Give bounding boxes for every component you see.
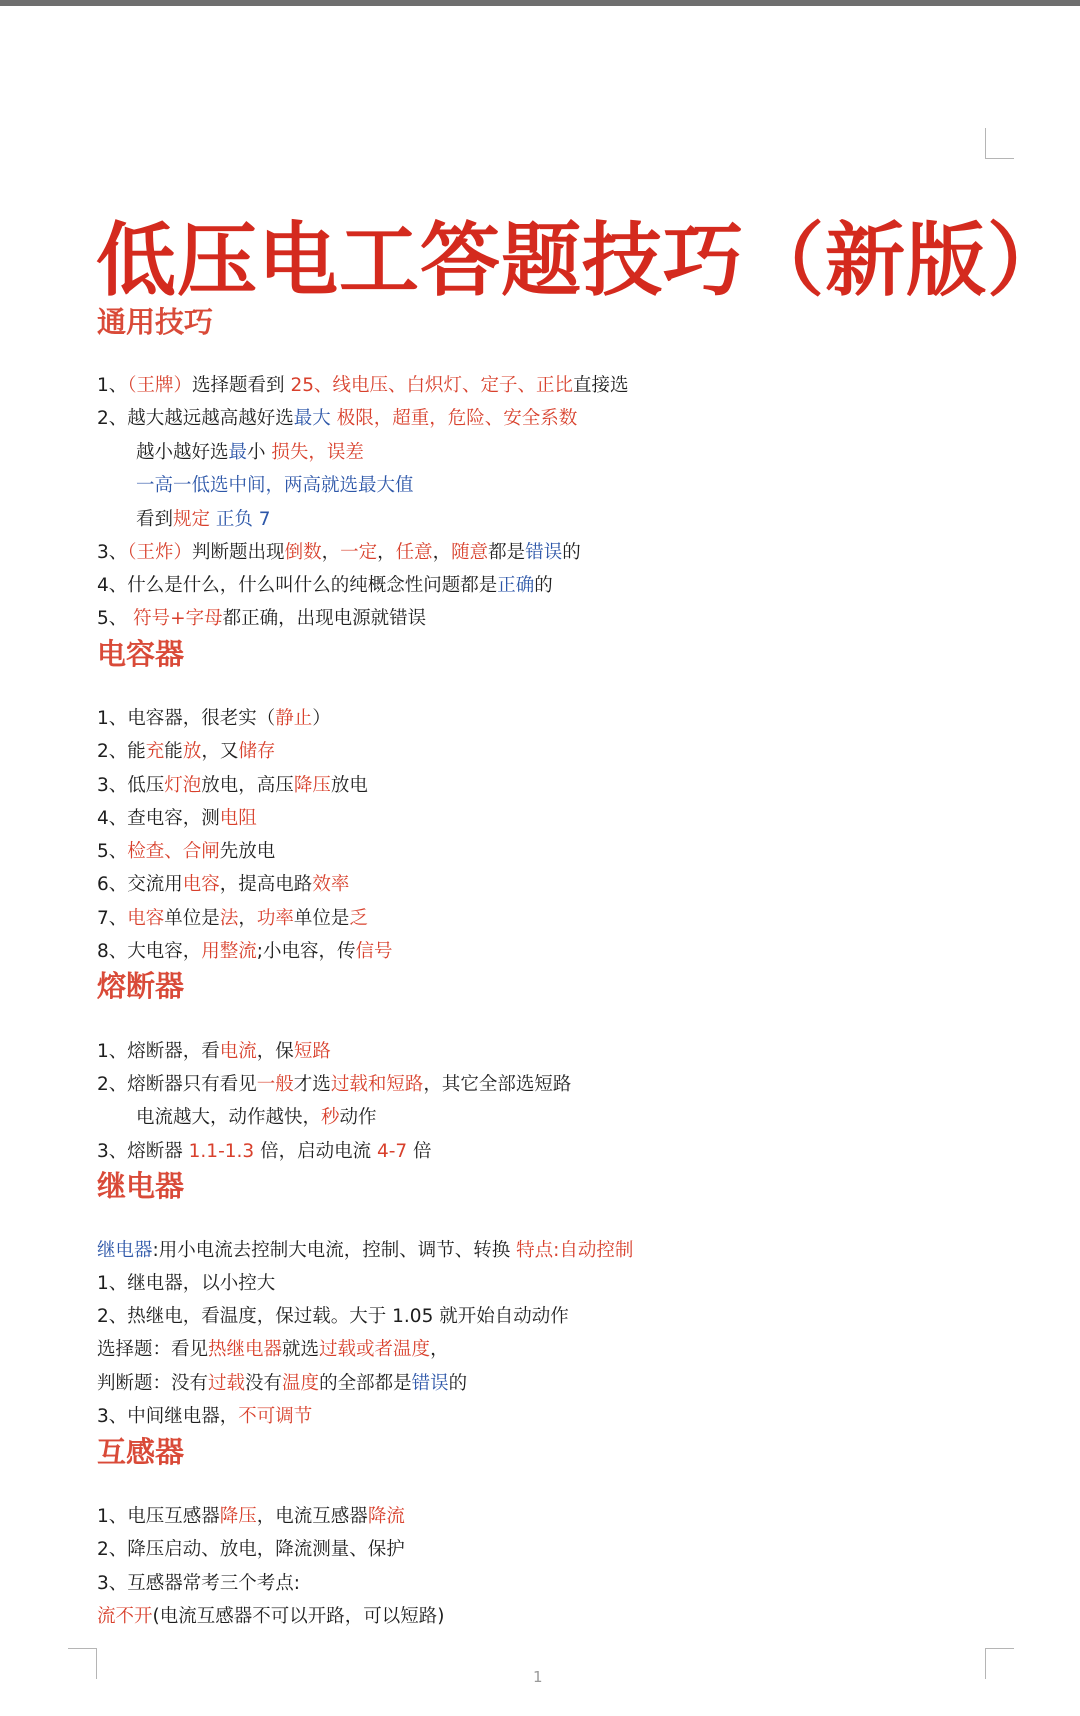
text-line — [97, 1502, 405, 1528]
text-line — [97, 1037, 331, 1063]
highlight-red: 过载和短路 — [330, 1074, 424, 1095]
text-span: 的 — [448, 1373, 468, 1394]
text-span: 都是 — [488, 542, 526, 563]
highlight-red: 电阻 — [219, 808, 257, 829]
text-line — [97, 1569, 300, 1595]
highlight-red: 检查、合闸 — [127, 841, 220, 862]
highlight-blue: 正负 7 — [215, 509, 271, 530]
highlight-red: 不可调节 — [238, 1406, 313, 1427]
highlight-red: 极限，超重，危险、安全系数 — [336, 408, 578, 429]
highlight-red: 效率 — [312, 874, 350, 895]
text-line — [97, 937, 393, 963]
highlight-blue: 错误 — [525, 542, 563, 563]
text-line — [136, 471, 414, 497]
text-span: 能 — [164, 741, 183, 762]
highlight-red: 倒数 — [284, 542, 322, 563]
text-span: (电流互感器不可以开路，可以短路) — [152, 1606, 445, 1627]
text-line — [136, 438, 364, 464]
highlight-blue: 一高一低选中间，两高就选最大值 — [136, 475, 414, 496]
highlight-red: 静止 — [275, 708, 313, 729]
text-span: 2、熔断器只有看见 — [97, 1074, 257, 1095]
text-span: ，提高电路 — [219, 874, 313, 895]
text-span: 单位是 — [164, 908, 220, 929]
text-line — [97, 1070, 571, 1096]
page-corner-mark-top-right — [985, 128, 1014, 159]
text-line — [97, 870, 349, 896]
highlight-red: 一般 — [256, 1074, 294, 1095]
text-span: 4、查电容，测 — [97, 808, 220, 829]
section-heading: 通用技巧 — [97, 305, 214, 339]
highlight-red: 电容 — [127, 908, 165, 929]
highlight-blue: 错误 — [411, 1373, 449, 1394]
text-line — [97, 1335, 449, 1361]
highlight-red: 降压 — [293, 775, 331, 796]
text-span: 先放电 — [219, 841, 276, 862]
text-line — [97, 371, 629, 397]
page-number: 1 — [533, 1668, 543, 1686]
text-span: ， — [377, 542, 396, 563]
text-span: ，又 — [201, 741, 239, 762]
text-line — [97, 904, 368, 930]
text-span: 2、能 — [97, 741, 146, 762]
text-line — [97, 1535, 405, 1561]
text-line — [97, 704, 331, 730]
text-span: 放电 — [330, 775, 368, 796]
text-span: ， — [430, 1339, 449, 1360]
highlight-red: 电流 — [219, 1041, 257, 1062]
highlight-red: 损失，误差 — [271, 442, 364, 463]
text-span: ，电流互感器 — [256, 1506, 368, 1527]
highlight-blue: 最 — [228, 442, 248, 463]
highlight-red: 过载或者温度 — [319, 1339, 431, 1360]
text-span: 5、 — [97, 841, 128, 862]
text-span: 1、电容器，很老实（ — [97, 708, 276, 729]
text-span: ，保 — [256, 1041, 294, 1062]
highlight-red: 符号+字母 — [133, 608, 223, 629]
text-line — [97, 1602, 444, 1628]
text-line — [97, 571, 553, 597]
highlight-red: 储存 — [238, 741, 276, 762]
highlight-red: 电容 — [182, 874, 220, 895]
text-span: 没有 — [245, 1373, 283, 1394]
highlight-red: 温度 — [282, 1373, 320, 1394]
highlight-red: 信号 — [355, 941, 393, 962]
text-span: 1、 — [97, 375, 128, 396]
text-span: ， — [321, 542, 341, 563]
text-line — [136, 1103, 377, 1129]
section-heading: 互感器 — [97, 1435, 185, 1469]
text-line — [97, 1402, 312, 1428]
text-span: 判断题：没有 — [97, 1373, 209, 1394]
section-heading: 继电器 — [97, 1169, 185, 1203]
text-line — [97, 804, 257, 830]
section-heading: 熔断器 — [97, 969, 185, 1003]
text-span: 1、电压互感器 — [97, 1506, 220, 1527]
text-span: 倍 — [407, 1141, 432, 1162]
highlight-red: 放 — [182, 741, 202, 762]
text-span: 2、降压启动、放电，降流测量、保护 — [97, 1539, 405, 1560]
text-span: 的 — [534, 575, 553, 596]
highlight-red: 随意 — [451, 542, 489, 563]
text-span: 直接选 — [572, 375, 629, 396]
highlight-red: 流不开 — [97, 1606, 153, 1627]
highlight-red: 充 — [145, 741, 165, 762]
page-corner-mark-bottom-right — [985, 1648, 1014, 1679]
text-span: 选择题：看见 — [97, 1339, 209, 1360]
highlight-red: 秒 — [321, 1107, 340, 1128]
highlight-blue: 继电器 — [97, 1240, 153, 1261]
text-span: 3、熔断器 — [97, 1141, 189, 1162]
text-line — [97, 604, 426, 630]
text-line — [97, 404, 577, 430]
text-span: 选择题看到 — [192, 375, 291, 396]
highlight-red: 任意 — [395, 542, 433, 563]
highlight-red: （王炸） — [127, 542, 193, 563]
text-span: 单位是 — [293, 908, 350, 929]
highlight-red: 乏 — [349, 908, 368, 929]
text-span: 放电，高压 — [201, 775, 294, 796]
highlight-red: 降压 — [219, 1506, 257, 1527]
text-span: 6、交流用 — [97, 874, 183, 895]
text-span: 越小越好选 — [136, 442, 229, 463]
text-span: 8、大电容， — [97, 941, 202, 962]
highlight-red: （王牌） — [127, 375, 193, 396]
document-title: 低压电工答题技巧（新版） — [96, 214, 1068, 307]
text-span: 5、 — [97, 608, 134, 629]
highlight-blue: 最大 — [293, 408, 331, 429]
text-span: ， — [238, 908, 257, 929]
text-span: ，其它全部选短路 — [423, 1074, 572, 1095]
text-span: :用小电流去控制大电流，控制、调节、转换 — [152, 1240, 517, 1261]
text-span: 动作 — [339, 1107, 377, 1128]
highlight-red: 用整流 — [201, 941, 257, 962]
text-span: 就选 — [282, 1339, 320, 1360]
page-corner-mark-bottom-left — [68, 1648, 97, 1679]
text-line — [97, 1236, 633, 1262]
text-line — [136, 505, 271, 531]
text-line — [97, 1369, 467, 1395]
highlight-red: 25、线电压、白炽灯、定子、正比 — [290, 375, 573, 396]
highlight-blue: 正确 — [497, 575, 535, 596]
highlight-red: 灯泡 — [164, 775, 202, 796]
top-bar — [0, 0, 1080, 6]
text-span: 看到 — [136, 509, 174, 530]
text-line — [97, 737, 275, 763]
highlight-red: 降流 — [367, 1506, 405, 1527]
text-line — [97, 538, 581, 564]
highlight-red: 一定 — [340, 542, 378, 563]
text-span: 4、什么是什么，什么叫什么的纯概念性问题都是 — [97, 575, 498, 596]
text-span: 1、继电器，以小控大 — [97, 1273, 276, 1294]
highlight-red: 功率 — [256, 908, 294, 929]
text-span: 2、越大越远越高越好选 — [97, 408, 294, 429]
text-line — [97, 837, 275, 863]
text-span: 判断题出现 — [192, 542, 285, 563]
text-span: 倍，启动电流 — [254, 1141, 377, 1162]
highlight-red: 短路 — [293, 1041, 331, 1062]
text-line — [97, 1137, 432, 1163]
highlight-red: 规定 — [173, 509, 211, 530]
text-span: 的 — [562, 542, 581, 563]
text-span: ， — [432, 542, 452, 563]
highlight-red: 法 — [219, 908, 239, 929]
text-span: 3、互感器常考三个考点: — [97, 1573, 301, 1594]
text-span: 小 — [247, 442, 272, 463]
highlight-red: 特点:自动控制 — [516, 1240, 634, 1261]
text-span: 7、 — [97, 908, 128, 929]
text-span: 都正确，出现电源就错误 — [222, 608, 427, 629]
highlight-red: 1.1-1.3 — [188, 1141, 255, 1162]
highlight-red: 热继电器 — [208, 1339, 283, 1360]
text-span: 2、热继电，看温度，保过载。大于 1.05 就开始自动动作 — [97, 1306, 569, 1327]
text-span: 的全部都是 — [319, 1373, 412, 1394]
text-span: ） — [312, 708, 331, 729]
text-span: 3、中间继电器， — [97, 1406, 239, 1427]
text-span: 1、熔断器，看 — [97, 1041, 220, 1062]
text-span: 3、低压 — [97, 775, 165, 796]
text-span: 才选 — [293, 1074, 331, 1095]
section-heading: 电容器 — [97, 637, 185, 671]
text-line — [97, 771, 368, 797]
text-line — [97, 1302, 569, 1328]
text-span: 电流越大，动作越快， — [136, 1107, 322, 1128]
text-line — [97, 1269, 275, 1295]
text-span: ;小电容，传 — [256, 941, 356, 962]
highlight-red: 4-7 — [376, 1141, 408, 1162]
text-span: 3、 — [97, 542, 128, 563]
highlight-red: 过载 — [208, 1373, 246, 1394]
